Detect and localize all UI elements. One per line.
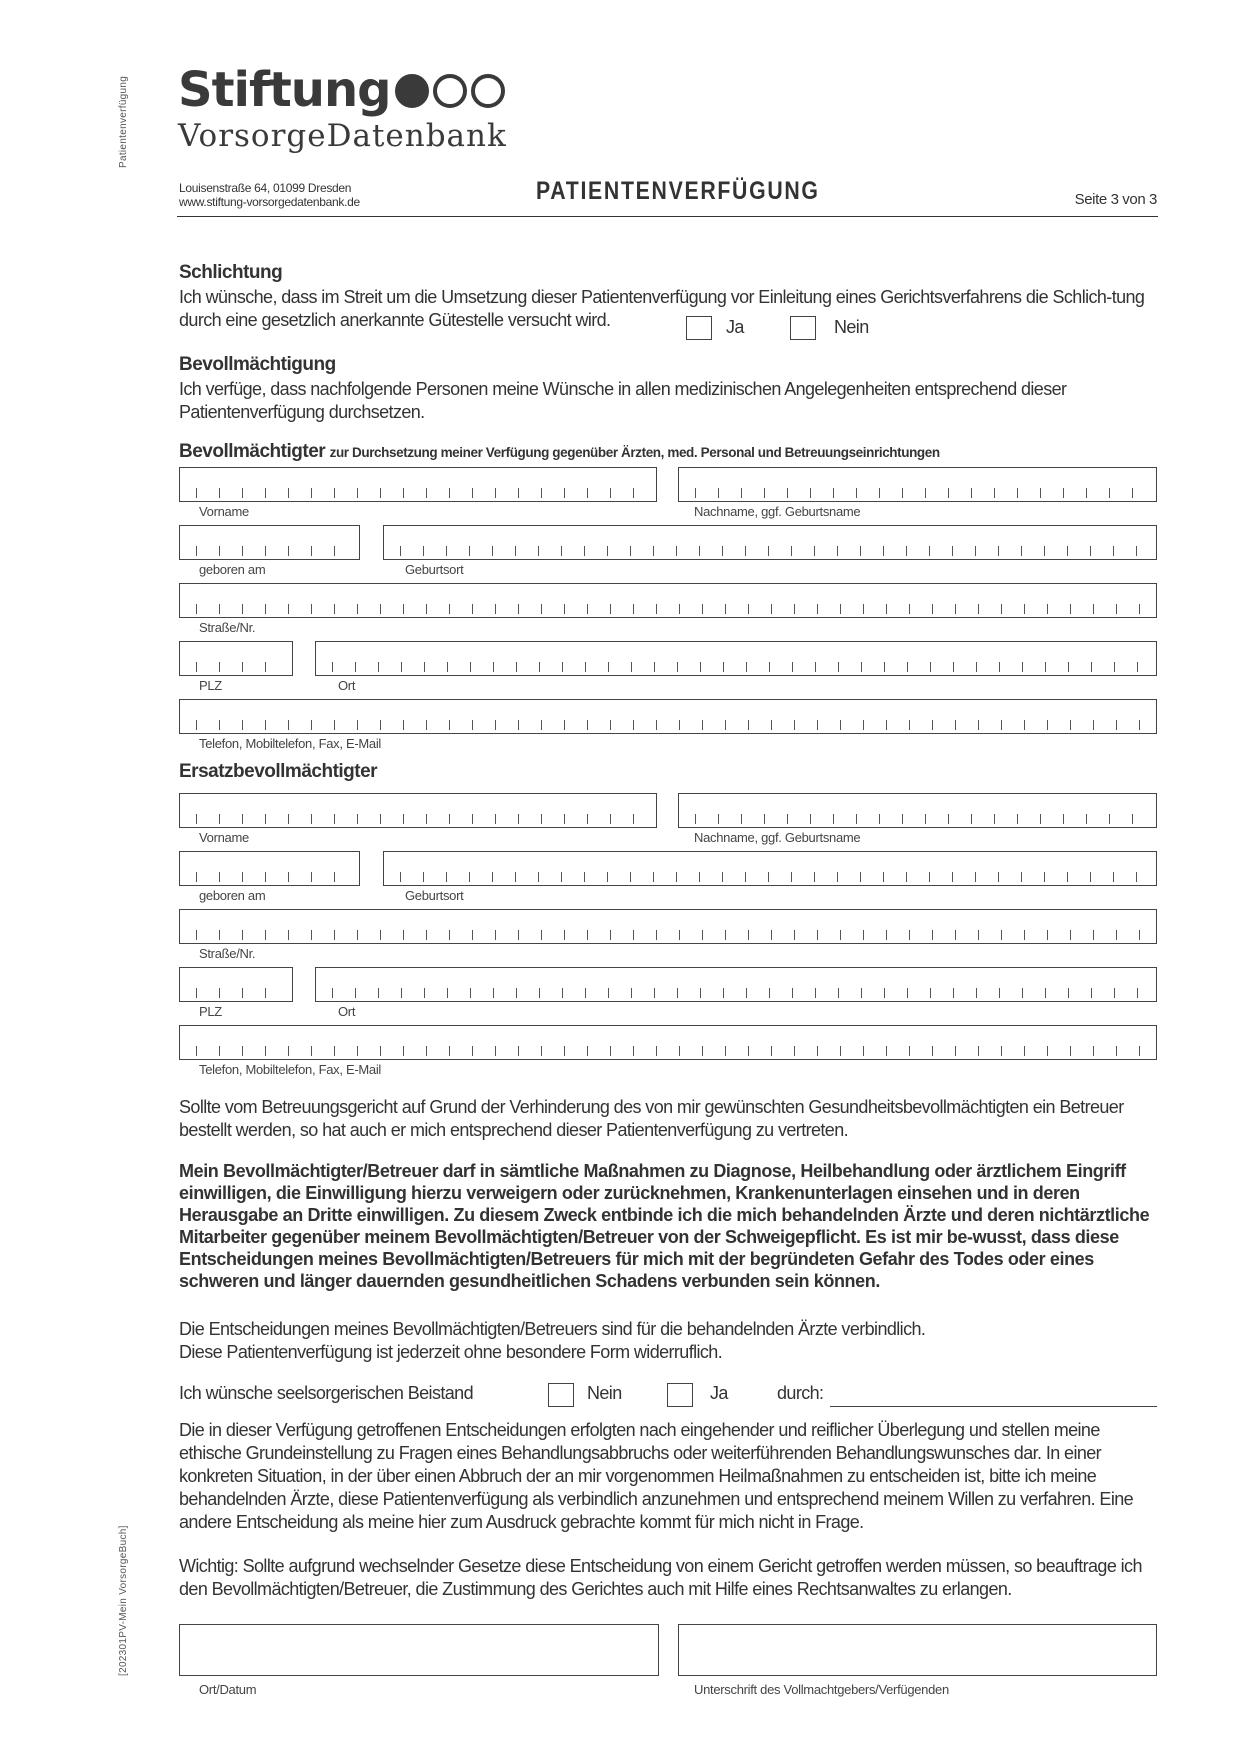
substitute-street-input[interactable] xyxy=(179,909,1157,944)
address xyxy=(179,181,360,209)
paragraph-decision: Die in dieser Verfügung getroffenen Entscheidungen erfolgten nach eingehender und reiflicher Überlegung und stellen meine ethische Grundeinstellung zu Fragen eines Behandlungsabbruchs oder weiterführenden Behandlungswunsches dar. In einer konkreten Situation, in der über einen Abbruch der an mir vorgenommen Heilmaßnahmen zu entscheiden ist, bitte ich meine behandelnden Ärzte, diese Patientenverfügung als verbindlich anzunehmen und entsprechend meinem Willen zu verfahren. Eine andere Entscheidung als meine hier zum Ausdruck gebrachte kommt für mich nicht in Frage. xyxy=(179,1420,1134,1532)
agent-birth-date-input[interactable] xyxy=(179,525,360,560)
logo-circle-icon xyxy=(471,74,505,108)
paragraph-betreuer: Sollte vom Betreuungsgericht auf Grund der Verhinderung des von mir gewünschten Gesundheitsbevollmächtigten ein Betreuer bestellt werden, so hat auch er mich entsprechend dieser Patientenverfügung zu vertreten. xyxy=(179,1097,1124,1140)
spiritual-no-label: Nein xyxy=(587,1383,622,1403)
field-label: Straße/Nr. xyxy=(199,620,256,635)
signature-input[interactable] xyxy=(678,1624,1157,1676)
place-date-input[interactable] xyxy=(179,1624,659,1676)
field-label: geboren am xyxy=(199,562,266,577)
spiritual-no-checkbox[interactable] xyxy=(548,1383,574,1407)
field-label: Unterschrift des Vollmachtgebers/Verfügenden xyxy=(694,1682,949,1697)
substitute-city-input[interactable] xyxy=(315,967,1157,1002)
logo-text: Stiftung xyxy=(178,62,391,118)
field-label: Nachname, ggf. Geburtsname xyxy=(694,830,861,845)
substitute-contact-input[interactable] xyxy=(179,1025,1157,1060)
header-divider xyxy=(177,216,1158,217)
substitute-birth-date-input[interactable] xyxy=(179,851,360,886)
bevollmaechtigung-text: Ich verfüge, dass nachfolgende Personen meine Wünsche in allen medizinischen Angelegenheiten entsprechend dieser Patientenverfügung durchsetzen. xyxy=(179,379,1067,422)
logo-dot-icon xyxy=(395,74,429,108)
logo-subtext: VorsorgeDatenbank xyxy=(178,118,507,154)
field-label: Telefon, Mobiltelefon, Fax, E-Mail xyxy=(199,1062,381,1077)
field-label: Ort xyxy=(338,1004,356,1019)
field-label: Ort/Datum xyxy=(199,1682,257,1697)
field-label: Ort xyxy=(338,678,356,693)
agent-first-name-input[interactable] xyxy=(179,467,657,502)
field-label: Nachname, ggf. Geburtsname xyxy=(694,504,861,519)
agent-zip-input[interactable] xyxy=(179,641,293,676)
schlichtung-yes-label: Ja xyxy=(726,317,744,337)
logo xyxy=(178,62,507,154)
address-street: Louisenstraße 64, 01099 Dresden xyxy=(179,181,352,195)
paragraph-binding: Die Entscheidungen meines Bevollmächtigten/Betreuers sind für die behandelnden Ärzte verbindlich. Diese Patientenverfügung ist jederzeit ohne besondere Form widerruflich. xyxy=(179,1319,926,1362)
agent-contact-input[interactable] xyxy=(179,699,1157,734)
side-label-top: Patientenverfügung xyxy=(118,75,129,168)
spiritual-yes-label: Ja xyxy=(710,1383,728,1403)
section-heading-substitute: Ersatzbevollmächtigter xyxy=(179,761,378,782)
spiritual-yes-checkbox[interactable] xyxy=(667,1383,693,1407)
side-label-bottom: [202301PV-Mein VorsorgeBuch] xyxy=(118,1525,129,1676)
field-label: Geburtsort xyxy=(405,562,464,577)
paragraph-important: Wichtig: Sollte aufgrund wechselnder Gesetze diese Entscheidung von einem Gericht getroffen werden müssen, so beauftrage ich den Bevollmächtigten/Betreuer, die Zustimmung des Gerichtes auch mit Hilfe eines Rechtsanwaltes zu erlangen. xyxy=(179,1556,1142,1599)
page-title: PATIENTENVERFÜGUNG xyxy=(536,177,820,205)
field-label: geboren am xyxy=(199,888,266,903)
field-label: Straße/Nr. xyxy=(199,946,256,961)
substitute-zip-input[interactable] xyxy=(179,967,293,1002)
agent-heading: Bevollmächtigter zur Durchsetzung meiner Verfügung gegenüber Ärzten, med. Personal und Betreuungseinrichtungen xyxy=(179,441,940,462)
field-label: Geburtsort xyxy=(405,888,464,903)
logo-circle-icon xyxy=(433,74,467,108)
spiritual-label: Ich wünsche seelsorgerischen Beistand xyxy=(179,1383,473,1403)
agent-city-input[interactable] xyxy=(315,641,1157,676)
substitute-last-name-input[interactable] xyxy=(678,793,1157,828)
agent-birth-place-input[interactable] xyxy=(383,525,1157,560)
field-label: PLZ xyxy=(199,678,222,693)
field-label: Vorname xyxy=(199,504,249,519)
agent-last-name-input[interactable] xyxy=(678,467,1157,502)
spiritual-by-input[interactable] xyxy=(830,1406,1157,1407)
section-heading-schlichtung: Schlichtung xyxy=(179,262,283,283)
field-label: Telefon, Mobiltelefon, Fax, E-Mail xyxy=(199,736,381,751)
substitute-first-name-input[interactable] xyxy=(179,793,657,828)
page-number: Seite 3 von 3 xyxy=(1074,191,1157,208)
schlichtung-no-label: Nein xyxy=(834,317,869,337)
schlichtung-no-checkbox[interactable] xyxy=(790,316,816,340)
schlichtung-text: Ich wünsche, dass im Streit um die Umsetzung dieser Patientenverfügung vor Einleitung eines Gerichtsverfahrens die Schlich-tung durch eine gesetzlich anerkannte Gütestelle versucht wird. xyxy=(179,287,1145,330)
paragraph-authorization: Mein Bevollmächtigter/Betreuer darf in sämtliche Maßnahmen zu Diagnose, Heilbehandlung oder ärztlichem Eingriff einwilligen, die Einwilligung hierzu verweigern oder zurücknehmen, Krankenunterlagen einsehen und in deren Herausgabe an Dritte einwilligen. Zu diesem Zweck entbinde ich die mich behandelnden Ärzte und deren nichtärztliche Mitarbeiter gegenüber meinem Bevollmächtigten/Betreuer von der Schweigepflicht. Es ist mir be-wusst, dass diese Entscheidungen meines Bevollmächtigten/Betreuers für mich mit der begründeten Gefahr des Todes oder eines schweren und länger dauernden gesundheitlichen Schadens verbunden sein können. xyxy=(179,1161,1150,1291)
schlichtung-yes-checkbox[interactable] xyxy=(686,316,712,340)
section-heading-bevollmaechtigung: Bevollmächtigung xyxy=(179,354,336,375)
spiritual-by-label: durch: xyxy=(777,1383,824,1403)
address-website: www.stiftung-vorsorgedatenbank.de xyxy=(179,195,360,209)
agent-street-input[interactable] xyxy=(179,583,1157,618)
field-label: Vorname xyxy=(199,830,249,845)
field-label: PLZ xyxy=(199,1004,222,1019)
substitute-birth-place-input[interactable] xyxy=(383,851,1157,886)
